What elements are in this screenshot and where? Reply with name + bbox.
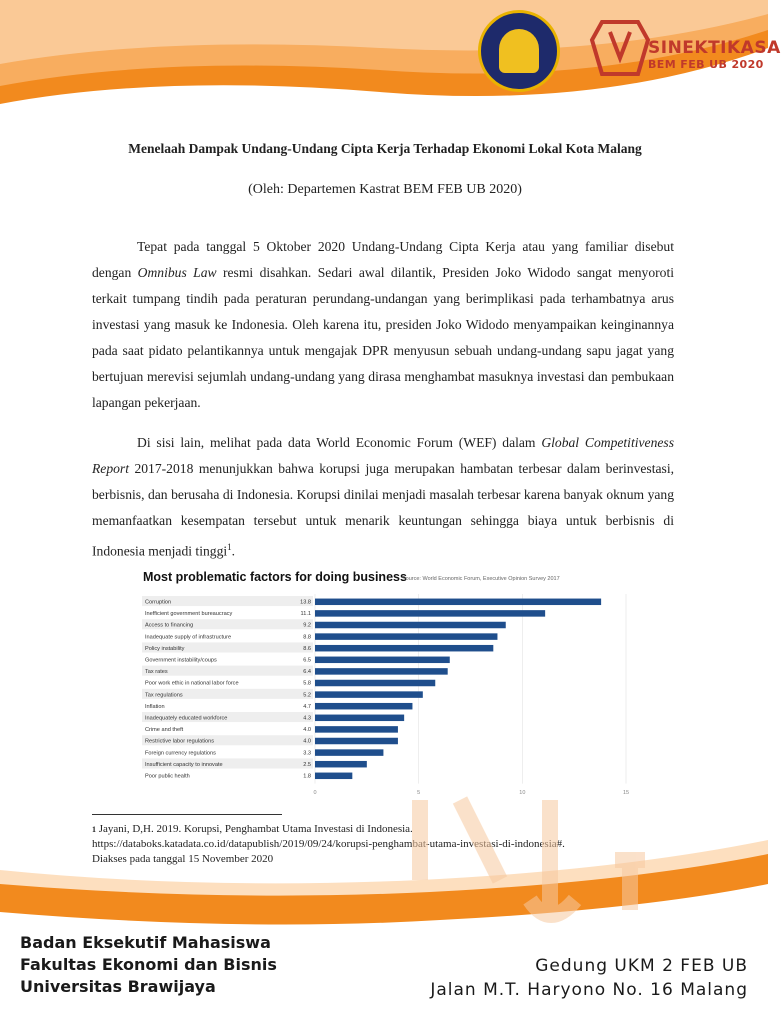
value-label: 9.2 [303,622,311,629]
footnote-url[interactable]: https://databoks.katadata.co.id/datapublish/2019/09/24/korupsi-penghambat-utama-investasi-di-indonesia#. [92,838,565,850]
category-label: Crime and theft [145,727,184,734]
document-title: Menelaah Dampak Undang-Undang Cipta Kerja Terhadap Ekonomi Lokal Kota Malang [128,141,642,156]
paragraph-2: Di sisi lain, melihat pada data World Economic Forum (WEF) dalam Global Competitiveness Report 2017-2018 menunjukkan bahwa korupsi juga merupakan hambatan terbesar dalam berinvestasi, berbisnis, dan berusaha di Indonesia. Korupsi dinilai menjadi masalah terbesar karena banyak oknum yang memanfaatkan kesempatan tersebut untuk menarik keuntungan sehingga biaya untuk berbisnis di Indonesia menjadi tinggi$^1$. [92,435,674,559]
category-label: Inflation [145,703,165,710]
value-label: 4.0 [303,738,311,745]
value-label: 2.5 [303,761,311,768]
category-label: Inefficient government bureaucracy [145,611,233,618]
category-row-background [142,700,313,710]
category-label: Restrictive labor regulations [145,738,215,745]
value-label: 1.8 [303,773,311,780]
sinektikasa-logo [590,18,650,78]
category-label: Tax rates [145,669,168,676]
chart-title: Most problematic factors for doing business [143,570,407,584]
bar [315,773,352,780]
value-label: 4.3 [303,715,311,722]
category-label: Government instability/coups [145,657,217,664]
value-label: 6.5 [303,657,311,664]
value-label: 8.6 [303,645,311,652]
category-label: Poor work ethic in national labor force [145,680,239,687]
bar [315,726,398,733]
footnote-divider [92,814,282,815]
business-factors-chart [140,566,628,796]
value-label: 11.1 [300,611,311,618]
footnote-number: 1 [92,825,96,834]
category-label: Inadequately educated workforce [145,715,228,722]
bar [315,715,404,722]
value-label: 13.8 [300,599,311,606]
footnote-access-date: Diakses pada tanggal 15 November 2020 [92,853,274,865]
x-tick-label: 15 [622,790,630,796]
footer-org-line-2: Fakultas Ekonomi dan Bisnis [20,955,277,974]
x-tick-label: 5 [417,790,421,796]
bar [315,657,450,664]
value-label: 5.2 [303,692,311,699]
footer-organization [20,932,277,998]
footer-org-line-1: Badan Eksekutif Mahasiswa [20,933,271,952]
bar [315,749,383,756]
bar [315,633,497,640]
bar [315,691,423,698]
footnote-citation: Jayani, D,H. 2019. Korupsi, Penghambat Utama Investasi di Indonesia. [98,823,413,835]
sinektikasa-wordmark: SINEKTIKASA [648,38,781,58]
bar [315,761,367,768]
category-label: Tax regulations [145,692,183,699]
value-label: 3.3 [303,750,311,757]
bar [315,599,601,606]
document-subtitle: (Oleh: Departemen Kastrat BEM FEB UB 2020) [248,182,522,197]
category-label: Inadequate supply of infrastructure [145,634,232,641]
x-tick-label: 0 [313,790,317,796]
watermark-logo [400,790,660,930]
category-label: Access to financing [145,622,194,629]
bar [315,668,448,675]
category-label: Corruption [145,599,172,606]
bar [315,703,412,710]
footer-address-line-1: Gedung UKM 2 FEB UB [535,956,748,976]
university-seal-logo [478,10,560,92]
paragraph-1: Tepat pada tanggal 5 Oktober 2020 Undang-Undang Cipta Kerja atau yang familiar disebut dengan Omnibus Law resmi disahkan. Sedari awal dilantik, Presiden Joko Widodo sangat menyoroti terkait tumpang tindih pada peraturan perundang-undangan yang berimplikasi pada terhambatnya arus investasi yang masuk ke Indonesia. Oleh karena itu, presiden Joko Widodo menyampaikan keinginannya pada saat pidato pelantikannya untuk mengajak DPR menyusun sebuah undang-undang sapu jagat yang bertujuan merevisi sejumlah undang-undang yang dirasa menghambat masuknya investasi dan pembukaan lapangan pekerjaan. [92,239,674,410]
sinektikasa-subtitle: BEM FEB UB 2020 [648,58,764,71]
footer-address-line-2: Jalan M.T. Haryono No. 16 Malang [430,980,748,1000]
category-label: Foreign currency regulations [145,750,216,757]
bar [315,610,545,617]
category-label: Poor public health [145,773,190,780]
value-label: 6.4 [303,669,311,676]
value-label: 4.0 [303,727,311,734]
x-tick-label: 10 [519,790,526,796]
bar [315,645,493,652]
footer-address [400,954,748,1002]
value-label: 8.8 [303,634,311,641]
chart-source: Source: World Economic Forum, Executive Opinion Survey 2017 [402,576,560,582]
footer-org-line-3: Universitas Brawijaya [20,977,216,996]
category-label: Policy instability [145,645,185,652]
bar [315,622,506,629]
footnote-reference[interactable]: 1 [227,542,232,552]
category-label: Insufficient capacity to innovate [145,761,223,768]
value-label: 4.7 [303,703,311,710]
bar [315,680,435,687]
value-label: 5.8 [303,680,311,687]
bar [315,738,398,745]
